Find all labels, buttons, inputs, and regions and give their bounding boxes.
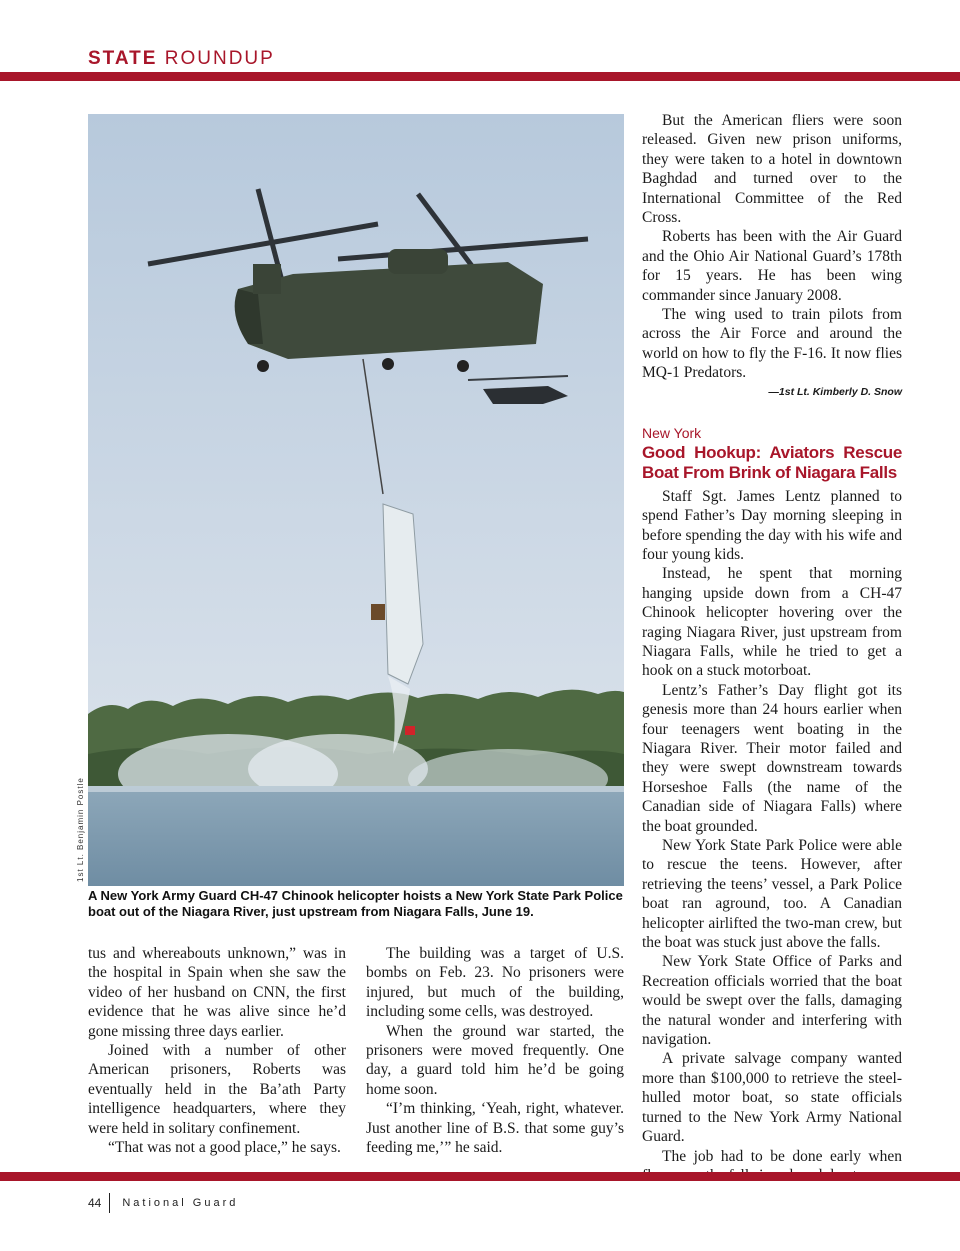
paragraph: The job had to be done early when bbox=[662, 1147, 902, 1165]
paragraph: “That was not a good place,” he says. bbox=[108, 1139, 341, 1157]
paragraph: Lentz’s Father’s Day flight got its genesis more than 24 hours earlier when four teenagers went boating in the Niagara River. Their motor failed and they were swept downstream towards Horseshoe Falls (the name of the Canadian side of Niagara Falls) where the boat grounded. bbox=[642, 681, 902, 835]
paragraph: The building was a target of U.S. bombs on Feb. 23. No prisoners were injured, but much of the building, including some cells, was destroyed. bbox=[366, 945, 624, 1021]
paragraph: tus and whereabouts unknown,” was in the hospital in Spain when she saw the video of her husband on CNN, the first evidence that he was alive since he’d gone missing three days earlier. bbox=[88, 945, 346, 1040]
story-kicker: New York bbox=[642, 424, 702, 441]
paragraph: New York State Park Police were able to rescue the teens. However, after retrieving the teens’ vessel, a Park Police boat ran aground, too. A Canadian helicopter airlifted the two-man crew, but the boat was stuck just above the falls. bbox=[642, 837, 902, 952]
top-rule bbox=[0, 72, 960, 81]
paragraph: Staff Sgt. James Lentz planned to spend Father’s Day morning sleeping in before spending the day with his wife and four young kids. bbox=[642, 487, 902, 563]
paragraph: “I’m thinking, ‘Yeah, right, whatever. Just another line of B.S. that some guy’s feeding me,’” he said. bbox=[366, 1100, 624, 1157]
story-headline: Good Hookup: Aviators Rescue Boat From Brink of Niagara Falls bbox=[642, 442, 902, 482]
paragraph: Instead, he spent that morning hanging upside down from a CH-47 Chinook helicopter hovering over the raging Niagara River, just upstream from Niagara Falls, while he tried to get a hook on a stuck motorboat. bbox=[642, 565, 902, 680]
paragraph: Roberts has been with the Air Guard and the Ohio Air National Guard’s 178th for 15 years. He has been wing commander since January 2008. bbox=[642, 228, 902, 304]
middle-column bbox=[366, 944, 624, 1157]
paragraph: A private salvage company wanted more than $100,000 to retrieve the steel-hulled motor boat, so state officials turned to the New York Army National Guard. bbox=[642, 1050, 902, 1146]
paragraph: But the American fliers were soon released. Given new prison uniforms, they were taken to a hotel in downtown Baghdad and turned over to the International Committee of the Red Cross. bbox=[642, 112, 902, 227]
footer-divider bbox=[109, 1193, 110, 1213]
page-footer bbox=[88, 1193, 238, 1213]
helicopter-photo bbox=[88, 114, 624, 886]
bottom-rule bbox=[0, 1172, 960, 1181]
photo-credit: 1st Lt. Benjamin Postle bbox=[76, 777, 85, 882]
left-column bbox=[88, 944, 346, 1157]
paragraph: Joined with a number of other American prisoners, Roberts was eventually held in the Ba’ath Party intelligence headquarters, where they were held in solitary confinement. bbox=[88, 1042, 346, 1137]
byline: —1st Lt. Kimberly D. Snow bbox=[768, 385, 902, 398]
right-column bbox=[642, 111, 902, 1185]
paragraph: When the ground war started, the prisoners were moved frequently. One day, a guard told him he’d be going home soon. bbox=[366, 1022, 624, 1098]
paragraph: New York State Office of Parks and Recreation officials worried that the boat would be swept over the falls, damaging the natural wonder and interfering with navigation. bbox=[642, 953, 902, 1049]
section-label: STATE ROUNDUP bbox=[88, 48, 275, 69]
paragraph: The wing used to train pilots from across the Air Force and around the world on how to fly the F-16. It now flies MQ-1 Predators. bbox=[642, 306, 902, 382]
page-number: 44 bbox=[88, 1196, 102, 1210]
magazine-name: National Guard bbox=[122, 1197, 239, 1209]
photo-caption: A New York Army Guard CH-47 Chinook helicopter hoists a New York State Park Police boat out of the Niagara River, just upstream from Niagara Falls, June 19. bbox=[88, 888, 623, 919]
